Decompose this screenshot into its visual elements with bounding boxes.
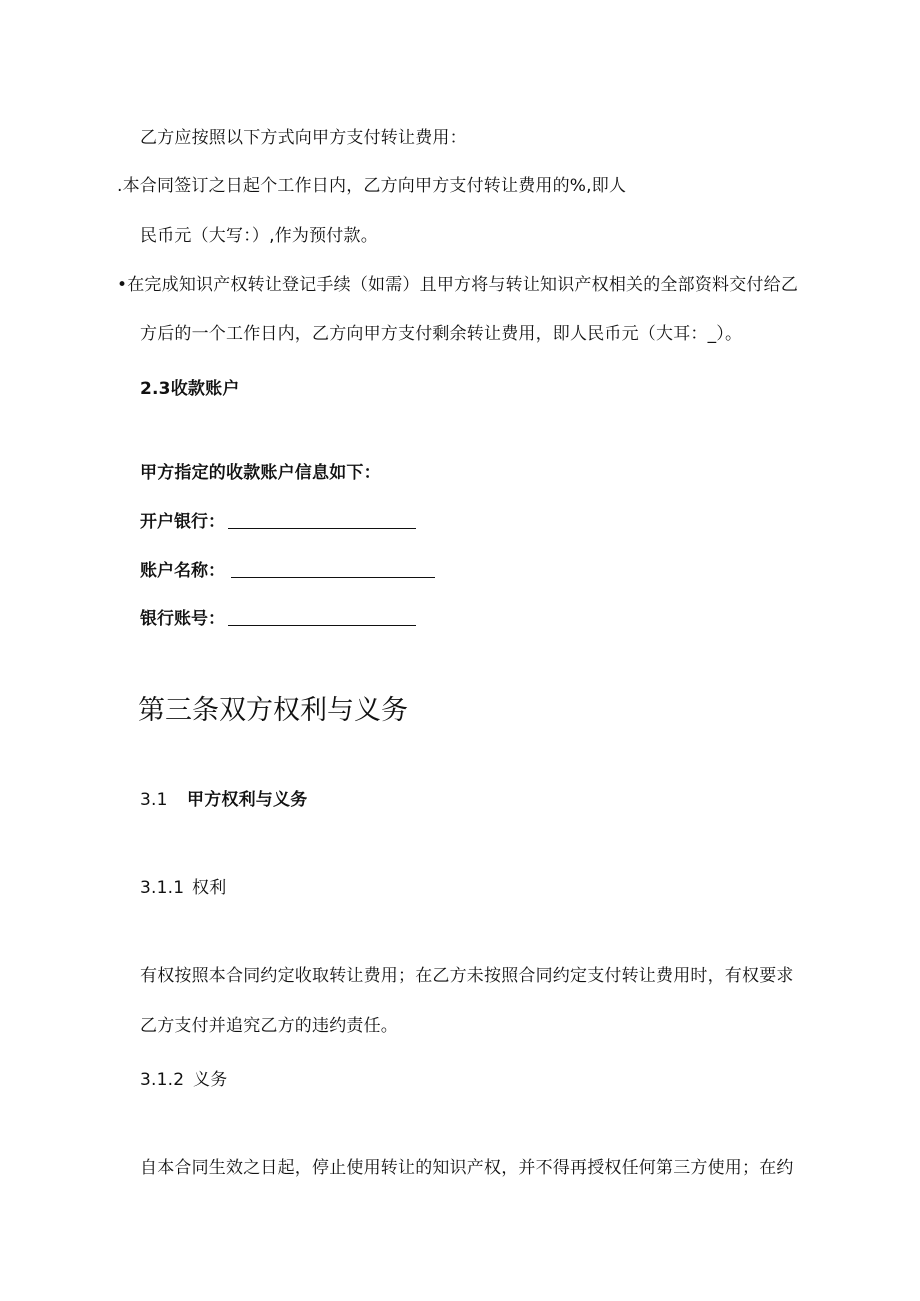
bank-blank — [228, 528, 416, 529]
section-3-1-number: 3.1 — [140, 790, 168, 810]
payment-intro: 乙方应按照以下方式向甲方支付转让费用： — [140, 128, 467, 148]
section-3-1-1-number: 3.1.1 — [140, 878, 185, 898]
section-3-1-2-title: 义务 — [193, 1070, 228, 1090]
bank-label: 开户银行： — [140, 512, 225, 532]
account-number-blank — [228, 625, 416, 626]
rights-line-1: 有权按照本合同约定收取转让费用；在乙方未按照合同约定支付转让费用时，有权要求 — [140, 966, 794, 986]
payment-item-2-line-1: •在完成知识产权转让登记手续（如需）且甲方将与转让知识产权相关的全部资料交付给乙 — [117, 275, 799, 295]
account-heading: 2.3收款账户 — [140, 379, 240, 399]
account-number-label: 银行账号： — [140, 609, 225, 629]
account-name-label: 账户名称： — [140, 561, 225, 581]
account-name-blank — [231, 577, 435, 578]
article-3-title: 第三条双方权利与义务 — [138, 695, 408, 726]
account-intro: 甲方指定的收款账户信息如下： — [140, 463, 381, 483]
payment-item-1-line-1: .本合同签订之日起个工作日内，乙方向甲方支付转让费用的%,即人 — [117, 176, 627, 196]
rights-line-2: 乙方支付并追究乙方的违约责任。 — [140, 1016, 398, 1036]
section-3-1-1-title: 权利 — [192, 878, 227, 898]
section-3-1-title: 甲方权利与义务 — [187, 790, 308, 810]
section-3-1-2-number: 3.1.2 — [140, 1070, 185, 1090]
payment-item-1-line-2: 民币元（大写：）,作为预付款。 — [140, 226, 378, 246]
payment-item-2-line-2: 方后的一个工作日内，乙方向甲方支付剩余转让费用，即人民币元（大耳：_）。 — [140, 324, 743, 344]
duties-line-1: 自本合同生效之日起，停止使用转让的知识产权，并不得再授权任何第三方使用；在约 — [140, 1158, 794, 1178]
